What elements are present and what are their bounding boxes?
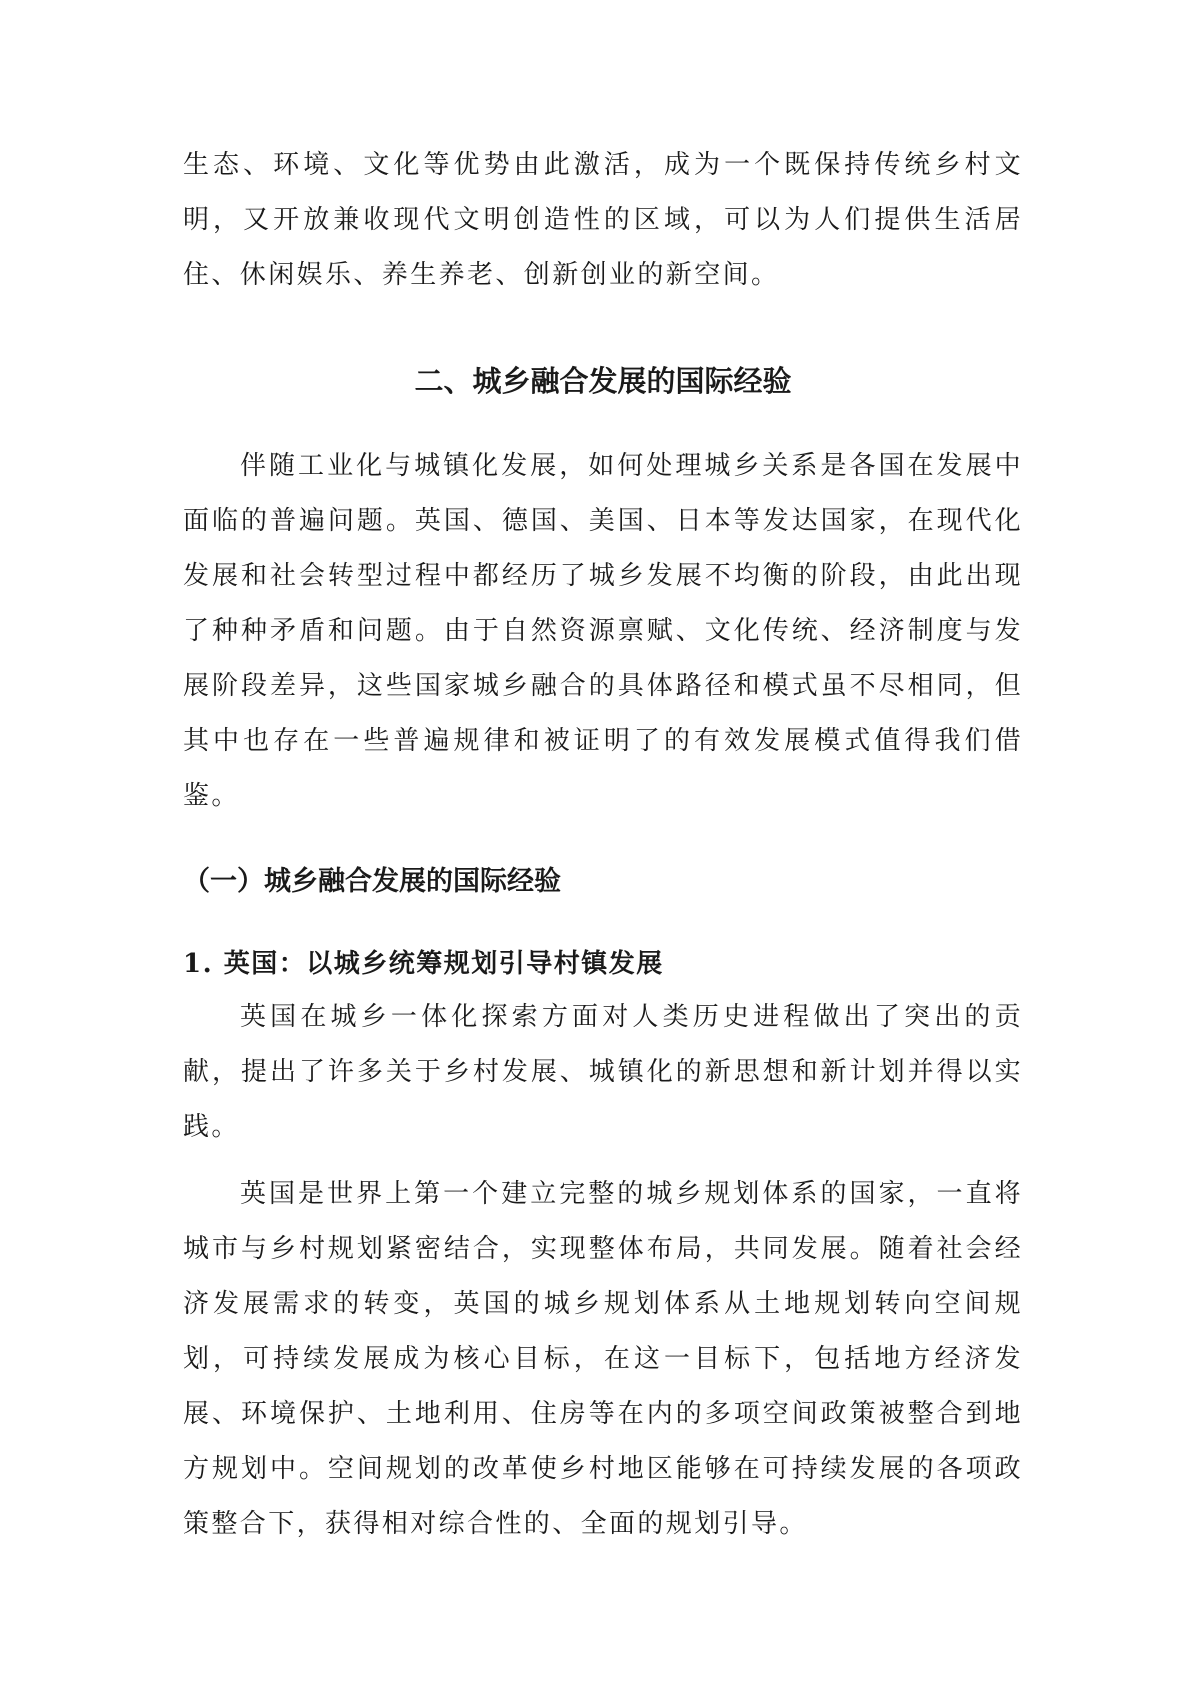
spacer [183,824,1023,862]
paragraph-intro: 生态、环境、文化等优势由此激活，成为一个既保持传统乡村文明，又开放兼收现代文明创造性的区域，可以为人们提供生活居住、休闲娱乐、养生养老、创新创业的新空间。 [183,150,1023,290]
document-body [183,138,1023,1552]
spacer [183,303,1023,361]
subsection-title: （一）城乡融合发展的国际经验 [183,866,561,897]
spacer [183,1155,1023,1167]
section-title: 二、城乡融合发展的国际经验 [414,364,792,398]
paragraph-section-intro: 伴随工业化与城镇化发展，如何处理城乡关系是各国在发展中面临的普遍问题。英国、德国、美国、日本等发达国家，在现代化发展和社会转型过程中都经历了城乡发展不均衡的阶段，由此出现了种种矛盾和问题。由于自然资源禀赋、文化传统、经济制度与发展阶段差异，这些国家城乡融合的具体路径和模式虽不尽相同，但其中也存在一些普遍规律和被证明了的有效发展模式值得我们借鉴。 [183,451,1023,811]
subsubsection-title: 1. 英国：以城乡统筹规划引导村镇发展 [183,949,664,979]
spacer [183,401,1023,439]
spacer [183,902,1023,944]
paragraph-uk-2: 英国是世界上第一个建立完整的城乡规划体系的国家，一直将城市与乡村规划紧密结合，实现整体布局，共同发展。随着社会经济发展需求的转变，英国的城乡规划体系从土地规划转向空间规划，可持续发展成为核心目标，在这一目标下，包括地方经济发展、环境保护、土地利用、住房等在内的多项空间政策被整合到地方规划中。空间规划的改革使乡村地区能够在可持续发展的各项政策整合下，获得相对综合性的、全面的规划引导。 [183,1179,1023,1539]
paragraph-uk-1: 英国在城乡一体化探索方面对人类历史进程做出了突出的贡献，提出了许多关于乡村发展、城镇化的新思想和新计划并得以实践。 [183,1002,1023,1142]
